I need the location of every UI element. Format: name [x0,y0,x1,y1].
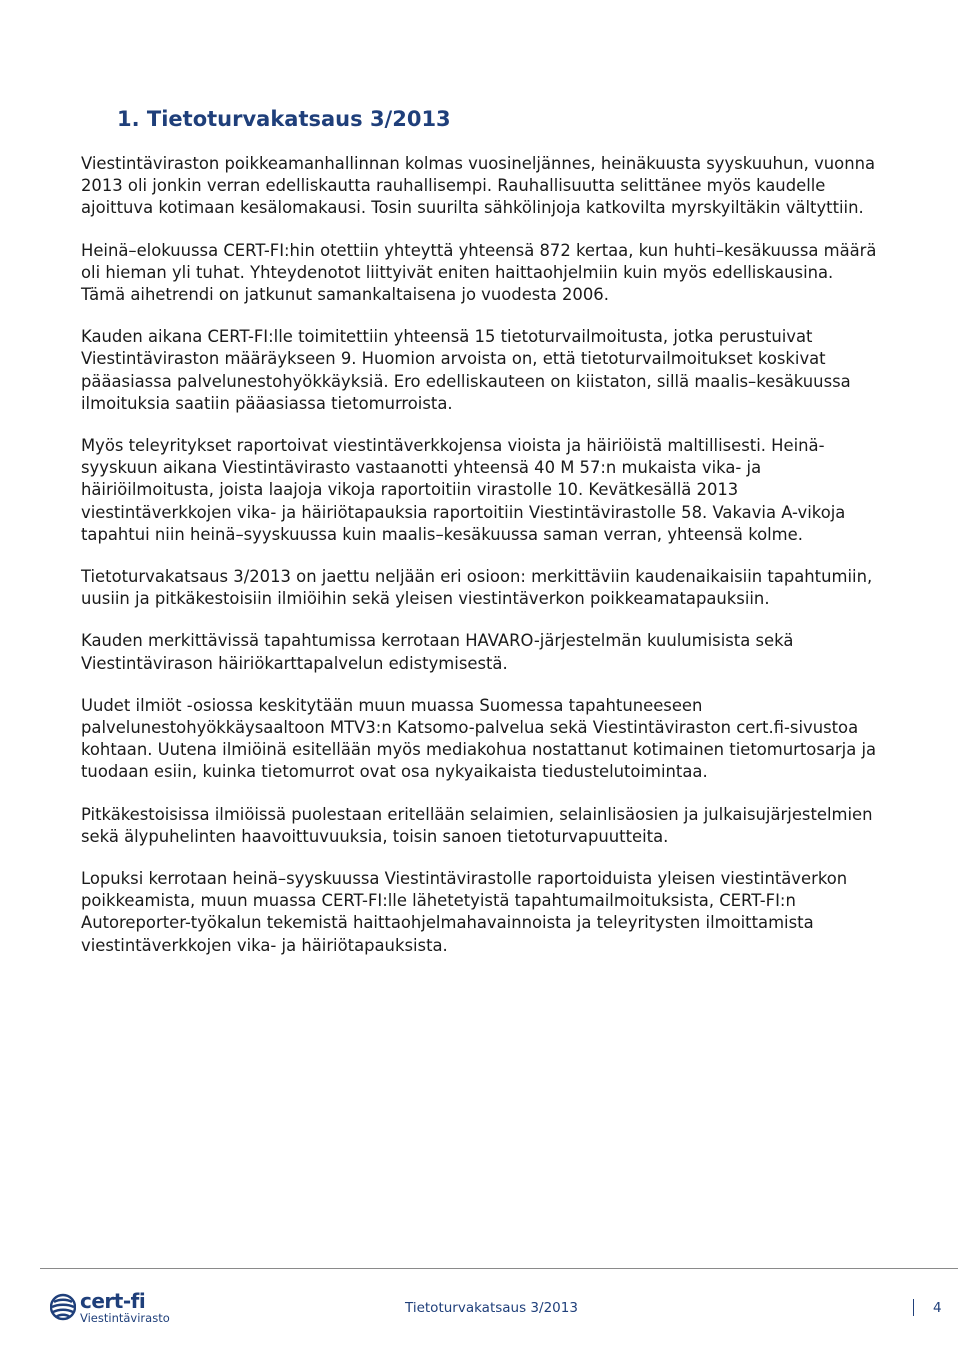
logo-name: cert-fi [80,1289,146,1313]
cert-fi-logo [50,1289,190,1332]
paragraph-operator-reports: Myös teleyritykset raportoivat viestintäverkkojensa vioista ja häiriöistä maltillisesti. Heinä-syyskuun aikana Viestintävirasto vastaanotti yhteensä 40 M 57:n mukaista vika- ja häiriöilmoitusta, joista laajoja vikoja raportoitiin virastolle 10. Kevätkesällä 2013 viestintäverkkojen vika- ja häiriötapauksia raportoitiin Viestintävirastolle 58. Vakavia A-vikoja tapahtui niin heinä–syyskuussa kuin maalis–kesäkuussa saman verran, yhteensä kolme. [81,436,846,544]
footer-divider [40,1268,958,1269]
paragraph-conclusion: Lopuksi kerrotaan heinä–syyskuussa Viestintävirastolle raportoiduista yleisen viestintäverkon poikkeamista, muun muassa CERT-FI:lle lähetetyistä tapahtumailmoituksista, CERT-FI:n Autoreporter-työkalun tekemistä haittaohjelmahavainnoista ja teleyritysten ilmoittamista viestintäverkkojen vika- ja häiriötapauksista. [81,869,848,955]
paragraph-security-notices: Kauden aikana CERT-FI:lle toimitettiin yhteensä 15 tietoturvailmoitusta, jotka perustuivat Viestintäviraston määräykseen 9. Huomion arvoista on, että tietoturvailmoitukset koskivat pääasiassa palvelunestohyökkäyksiä. Ero edelliskauteen on kiistaton, sillä maalis–kesäkuussa ilmoituksia saatiin pääasiassa tietomurroista. [81,327,851,413]
paragraph-contacts: Heinä–elokuussa CERT-FI:hin otettiin yhteyttä yhteensä 872 kertaa, kun huhti–kesäkuussa määrä oli hieman yli tuhat. Yhteydenotot liittyivät eniten haittaohjelmiin kuin myös edelliskausina. Tämä aihetrendi on jatkunut samankaltaisena jo vuodesta 2006. [81,240,877,305]
paragraph-structure: Tietoturvakatsaus 3/2013 on jaettu neljään eri osioon: merkittäviin kaudenaikaisiin tapahtumiin, uusiin ja pitkäkestoisiin ilmiöihin sekä yleisen viestintäverkon poikkeamatapauksiin. [81,567,873,609]
footer-document-title: Tietoturvakatsaus 3/2013 [405,1300,578,1316]
document-body [81,153,881,977]
paragraph-long-term-phenomena: Pitkäkestoisissa ilmiöissä puolestaan eritellään selaimien, selainlisäosien ja julkaisujärjestelmien sekä älypuhelinten haavoittuvuuksia, toisin sanoen tietoturvapuutteita. [81,804,873,846]
page-title: 1. Tietoturvakatsaus 3/2013 [117,107,451,131]
logo-agency: Viestintävirasto [80,1311,170,1325]
paragraph-major-events: Kauden merkittävissä tapahtumissa kerrotaan HAVARO-järjestelmän kuulumisista sekä Viestintävirason häiriökarttapalvelun edistymisestä. [81,631,794,673]
page-number: 4 [933,1300,942,1316]
cert-fi-globe-icon [50,1292,76,1322]
footer-separator [913,1299,914,1316]
paragraph-intro: Viestintäviraston poikkeamanhallinnan kolmas vuosineljännes, heinäkuusta syyskuuhun, vuonna 2013 oli jonkin verran edelliskautta rauhallisempi. Rauhallisuutta selittänee myös kaudelle ajoittuva kotimaan kesälomakausi. Tosin suurilta sähkölinjoja katkovilta myrskyiltäkin vältyttiin. [81,154,876,218]
paragraph-new-phenomena: Uudet ilmiöt -osiossa keskitytään muun muassa Suomessa tapahtuneeseen palvelunestohyökkäysaaltoon MTV3:n Katsomo-palvelua sekä Viestintäviraston cert.fi-sivustoa kohtaan. Uutena ilmiöinä esitellään myös mediakohua nostattanut kotimainen tietomurtosarja ja tuodaan esiin, kuinka tietomurrot ovat osa nykyaikaista tiedustelutoimintaa. [81,695,877,782]
